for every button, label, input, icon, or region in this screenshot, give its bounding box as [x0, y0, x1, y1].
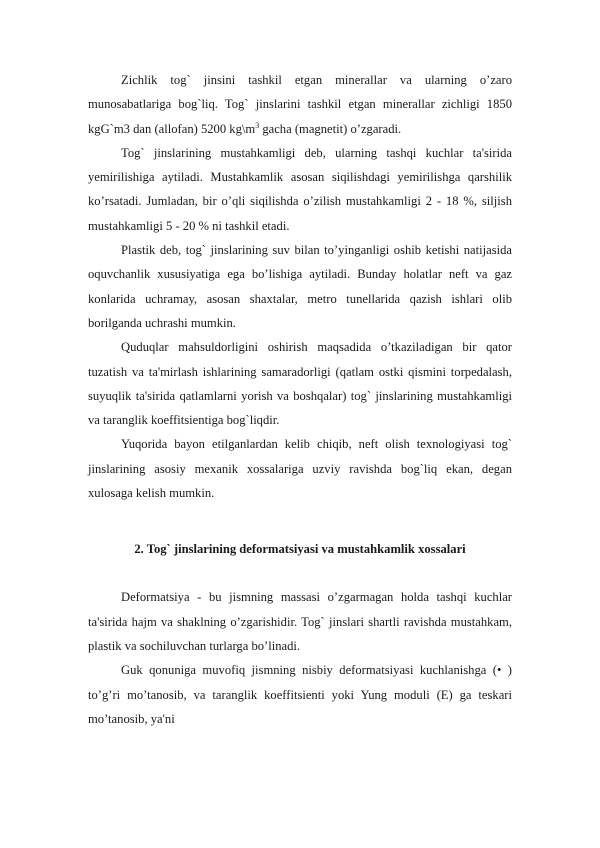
paragraph-density-tail: gacha (magnetit) o’zgaradi. — [259, 121, 402, 136]
paragraph-deformation: Deformatsiya - bu jismning massasi o’zgarmagan holda tashqi kuchlar ta'sirida hajm va shaklning o’zgarishidir. Tog` jinslari shartli ravishda mustahkam, plastik va sochiluvchan turlarga bo’linadi. — [88, 590, 512, 653]
paragraph-density-text: Zichlik tog` jinsini tashkil etgan minerallar va ularning o’zaro munosabatlariga bog`liq. Tog` jinslarini tashkil etgan minerallar zichligi 1850 kgG`m3 dan (allofan) 5200 kg\m — [88, 73, 512, 136]
paragraph-plasticity: Plastik deb, tog` jinslarining suv bilan to’yinganligi oshib ketishi natijasida oquvchanlik xususiyatiga ega bo’lishiga aytiladi. Bunday holatlar neft va gaz konlarida uchramay, asosan shaxtalar, metro tunellarida qazish ishlari olib borilganda uchrashi mumkin. — [88, 243, 512, 330]
paragraph-conclusion: Yuqorida bayon etilganlardan kelib chiqib, neft olish texnologiyasi tog` jinslarining asosiy mexanik xossalariga uzviy ravishda bog`liq ekan, degan xulosaga kelish mumkin. — [88, 437, 512, 501]
paragraph-strength: Tog` jinslarining mustahkamligi deb, ularning tashqi kuchlar ta'sirida yemirilishiga aytiladi. Mustahkamlik asosan siqilishdagi yemirilishga qarshilik ko’rsatadi. Jumladan, bir o’qli siqilishda o’zilish mustahkamligi 2 - 18 %, siljish mustahkamligi 5 - 20 % ni tashkil etadi. — [88, 145, 512, 233]
paragraph-well-productivity: Quduqlar mahsuldorligini oshirish maqsadida o’tkaziladigan bir qator tuzatish va ta'mirlash ishlarining samaradorligi (qatlam ostki qismini torpedalash, suyuqlik ta'sirida qatlamlarni yorish va boshqalar) tog` jinslarining mustahkamligi va taranglik koeffitsientiga bog`liqdir. — [88, 340, 512, 428]
paragraph-density — [88, 68, 512, 141]
density-unit-superscript: 3 — [255, 120, 260, 130]
section-heading: 2. Tog` jinslarining deformatsiyasi va mustahkamlik xossalari — [134, 542, 466, 557]
document-page — [88, 68, 512, 731]
paragraph-hooke-law: Guk qonuniga muvofiq jismning nisbiy deformatsiyasi kuchlanishga (• ) to’g’ri mo’tanosib, va taranglik koeffitsienti yoki Yung moduli (E) ga teskari mo’tanosib, ya'ni — [88, 663, 512, 726]
